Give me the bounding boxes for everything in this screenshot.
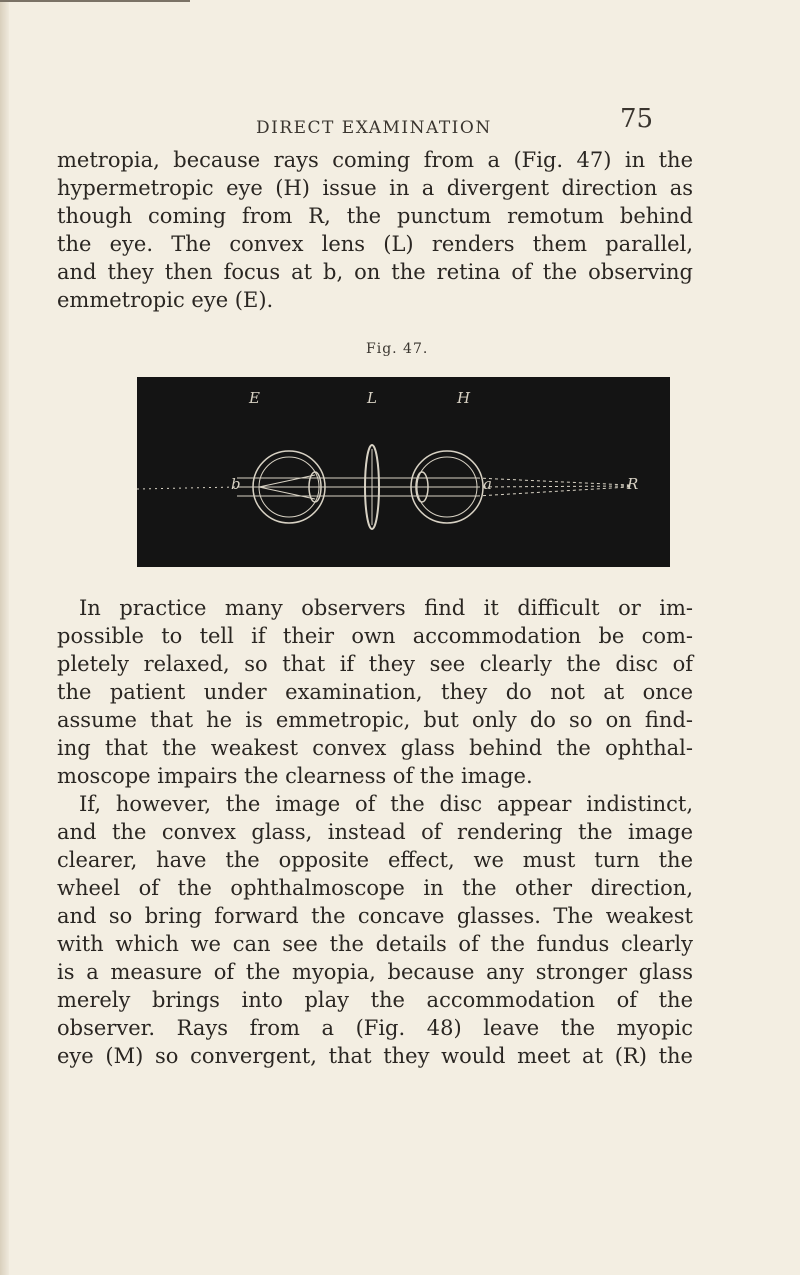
paragraph-2	[57, 594, 693, 790]
text-line: assume that he is emmetropic, but only do so on find-	[57, 708, 693, 732]
running-head: DIRECT EXAMINATION	[256, 118, 492, 138]
label-e: E	[249, 389, 260, 407]
text-line: and the convex glass, instead of rendering the image	[57, 820, 693, 844]
paragraph-1	[57, 146, 693, 314]
label-b: b	[231, 475, 241, 493]
text-line: though coming from R, the punctum remotum behind	[57, 204, 693, 228]
label-h: H	[457, 389, 471, 407]
text-line: eye (M) so convergent, that they would meet at (R) the	[57, 1044, 693, 1068]
page-number: 75	[620, 104, 654, 134]
text-line: wheel of the ophthalmoscope in the other direction,	[57, 876, 693, 900]
text-line: moscope impairs the clearness of the image.	[57, 764, 533, 788]
text-line: merely brings into play the accommodation of the	[57, 988, 693, 1012]
label-a: a	[483, 475, 492, 493]
text-line: with which we can see the details of the fundus clearly	[57, 932, 693, 956]
text-line: possible to tell if their own accommodation be com-	[57, 624, 693, 648]
text-line: and so bring forward the concave glasses. The weakest	[57, 904, 693, 928]
label-l: L	[367, 389, 377, 407]
figure-caption: Fig. 47.	[366, 341, 429, 357]
figure-47	[137, 377, 670, 567]
text-line: and they then focus at b, on the retina of the observing	[57, 260, 693, 284]
text-line: If, however, the image of the disc appear indistinct,	[79, 792, 693, 816]
text-line: In practice many observers find it difficult or im-	[79, 596, 693, 620]
top-rule	[0, 0, 190, 2]
text-line: emmetropic eye (E).	[57, 288, 274, 312]
figure-background	[137, 377, 670, 567]
page-binding-edge	[0, 0, 9, 1275]
text-line: observer. Rays from a (Fig. 48) leave the myopic	[57, 1016, 693, 1040]
text-line: metropia, because rays coming from a (Fig. 47) in the	[57, 148, 693, 172]
page-header	[0, 104, 800, 144]
label-r: R	[627, 475, 639, 493]
text-line: the eye. The convex lens (L) renders them parallel,	[57, 232, 693, 256]
text-line: ing that the weakest convex glass behind the ophthal-	[57, 736, 693, 760]
text-line: clearer, have the opposite effect, we must turn the	[57, 848, 693, 872]
text-line: the patient under examination, they do not at once	[57, 680, 693, 704]
figure-47-diagram	[137, 377, 670, 567]
text-line: is a measure of the myopia, because any stronger glass	[57, 960, 693, 984]
text-line: hypermetropic eye (H) issue in a divergent direction as	[57, 176, 693, 200]
paragraph-3	[57, 790, 693, 1070]
text-line: pletely relaxed, so that if they see clearly the disc of	[57, 652, 693, 676]
